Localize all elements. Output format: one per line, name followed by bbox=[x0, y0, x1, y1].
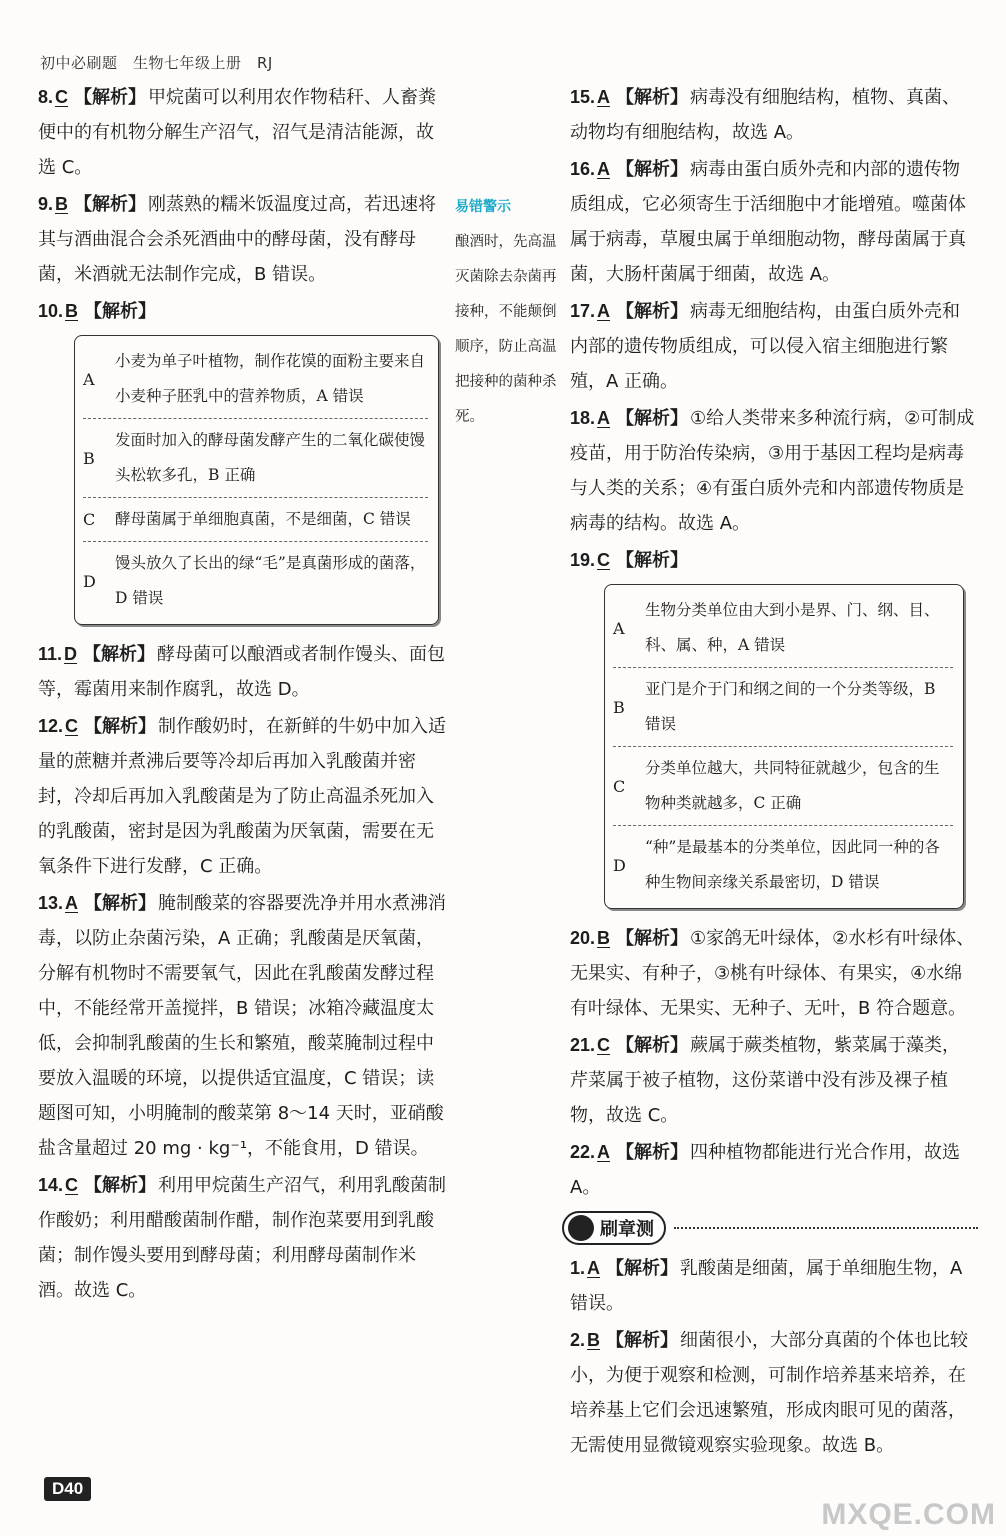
answer-19-options-table bbox=[604, 584, 964, 909]
pencil-icon bbox=[568, 1215, 594, 1241]
option-row: A 生物分类单位由大到小是界、门、纲、目、科、属、种，A 错误 bbox=[613, 589, 953, 668]
tip-text: 酿酒时，先高温灭菌除去杂菌再接种，不能颠倒顺序，防止高温把接种的菌种杀死。 bbox=[455, 234, 557, 425]
option-row: B 发面时加入的酵母菌发酵产生的二氧化碳使馒头松软多孔，B 正确 bbox=[83, 419, 428, 498]
watermark: MXQE.COM bbox=[821, 1498, 996, 1531]
answer-22: 22. A 【解析】 四种植物都能进行光合作用，故选 A。 bbox=[570, 1142, 961, 1198]
answer-15: 15. A 【解析】 病毒没有细胞结构，植物、真菌、动物均有细胞结构，故选 A。 bbox=[570, 87, 961, 143]
answer-13: 13. A 【解析】 腌制酸菜的容器要洗净并用水煮沸消毒，以防止杂菌污染，A 正确；乳酸菌是厌氧菌，分解有机物时不需要氧气，因此在乳酸菌发酵过程中，不能经常开盖搅拌，B 错误；冰箱冷藏温度太低，会抑制乳酸菌的生长和繁殖，酸菜腌制过程中要放入温暖的环境，以提供适宜温度，C 错误；读题图可知，小明腌制的酸菜第 8～14 天时，亚硝酸盐含量超过 20 mg · kg⁻¹，不能食用，D 错误。 bbox=[38, 893, 447, 1159]
chapter-answer-2: 2. B 【解析】 细菌很小，大部分真菌的个体也比较小，为便于观察和检测，可制作培养基来培养，在培养基上它们会迅速繁殖，形成肉眼可见的菌落，无需使用显微镜观察实验现象。故选 B。 bbox=[570, 1330, 969, 1456]
page-header: 初中必刷题 生物七年级上册 RJ bbox=[40, 54, 273, 72]
answer-9: 9. B 【解析】 刚蒸熟的糯米饭温度过高，若迅速将其与酒曲混合会杀死酒曲中的酵母菌，没有酵母菌，米酒就无法制作完成，B 错误。 bbox=[38, 194, 437, 285]
answer-8: 8. C 【解析】 甲烷菌可以利用农作物秸秆、人畜粪便中的有机物分解生产沼气，沼气是清洁能源，故选 C。 bbox=[38, 87, 437, 178]
option-row: C 分类单位越大，共同特征就越少，包含的生物种类就越多，C 正确 bbox=[613, 747, 953, 826]
option-row: B 亚门是介于门和纲之间的一个分类等级，B 错误 bbox=[613, 668, 953, 747]
mistake-warning-tip bbox=[455, 190, 565, 435]
chapter-answer-1: 1. A 【解析】 乳酸菌是细菌，属于单细胞生物，A 错误。 bbox=[570, 1258, 963, 1314]
page-number: D40 bbox=[44, 1477, 91, 1501]
chapter-test-heading bbox=[562, 1211, 978, 1245]
dotted-divider bbox=[674, 1227, 978, 1229]
answer-20: 20. B 【解析】 ①家鸽无叶绿体，②水杉有叶绿体、无果实、有种子，③桃有叶绿体、有果实，④水绵有叶绿体、无果实、无种子、无叶，B 符合题意。 bbox=[570, 928, 975, 1019]
answer-17: 17. A 【解析】 病毒无细胞结构，由蛋白质外壳和内部的遗传物质组成，可以侵入宿主细胞进行繁殖，A 正确。 bbox=[570, 301, 961, 392]
left-column bbox=[38, 80, 448, 1310]
answer-19: 19. C 【解析】 A 生物分类单位由大到小是界、门、纲、目、科、属、种，A 错误 B 亚门是介于门和纲之间的一个分类等级，B 错误 C 分类单位越大，共同特征就越少，包含的生物种类就越多，C 正确 D “种”是最基本的分类单位，因此同一种的各种生物间亲缘关系最密切，D 错误 bbox=[570, 543, 978, 909]
answer-11: 11. D 【解析】 酵母菌可以酿酒或者制作馒头、面包等，霉菌用来制作腐乳，故选 D。 bbox=[38, 644, 446, 700]
right-column bbox=[570, 80, 978, 1465]
answer-16: 16. A 【解析】 病毒由蛋白质外壳和内部的遗传物质组成，它必须寄生于活细胞中才能增殖。噬菌体属于病毒，草履虫属于单细胞动物，酵母菌属于真菌，大肠杆菌属于细菌，故选 A。 bbox=[570, 159, 966, 285]
answer-12: 12. C 【解析】 制作酸奶时，在新鲜的牛奶中加入适量的蔗糖并煮沸后要等冷却后再加入乳酸菌并密封，冷却后再加入乳酸菌是为了防止高温杀死加入的乳酸菌，密封是因为乳酸菌为厌氧菌，需要在无氧条件下进行发酵，C 正确。 bbox=[38, 716, 447, 877]
option-row: D 馒头放久了长出的绿“毛”是真菌形成的菌落，D 错误 bbox=[83, 554, 426, 607]
chapter-badge: 刷章测 bbox=[562, 1211, 666, 1245]
answer-10-options-table bbox=[74, 335, 439, 625]
answer-18: 18. A 【解析】 ①给人类带来多种流行病，②可制成疫苗，用于防治传染病，③用于基因工程均是病毒与人类的关系；④有蛋白质外壳和内部遗传物质是病毒的结构。故选 A。 bbox=[570, 408, 975, 534]
tip-title: 易错警示 bbox=[455, 199, 511, 215]
option-row: C 酵母菌属于单细胞真菌，不是细菌，C 错误 bbox=[83, 498, 428, 542]
answer-14: 14. C 【解析】 利用甲烷菌生产沼气，利用乳酸菌制作酸奶；利用醋酸菌制作醋，制作泡菜要用到乳酸菌；制作馒头要用到酵母菌；利用酵母菌制作米酒。故选 C。 bbox=[38, 1175, 447, 1301]
option-row: A 小麦为单子叶植物，制作花馍的面粉主要来自小麦种子胚乳中的营养物质，A 错误 bbox=[83, 340, 428, 419]
answer-10: 10. B 【解析】 A 小麦为单子叶植物，制作花馍的面粉主要来自小麦种子胚乳中的营养物质，A 错误 B 发面时加入的酵母菌发酵产生的二氧化碳使馒头松软多孔，B 正确 C 酵母菌属于单细胞真菌，不是细菌，C 错误 D 馒头放久了长出的绿“毛”是真菌形成的菌落，D 错误 bbox=[38, 294, 448, 625]
option-row: D “种”是最基本的分类单位，因此同一种的各种生物间亲缘关系最密切，D 错误 bbox=[613, 838, 940, 891]
answer-21: 21. C 【解析】 蕨属于蕨类植物，紫菜属于藻类，芹菜属于被子植物，这份菜谱中没有涉及裸子植物，故选 C。 bbox=[570, 1035, 961, 1126]
